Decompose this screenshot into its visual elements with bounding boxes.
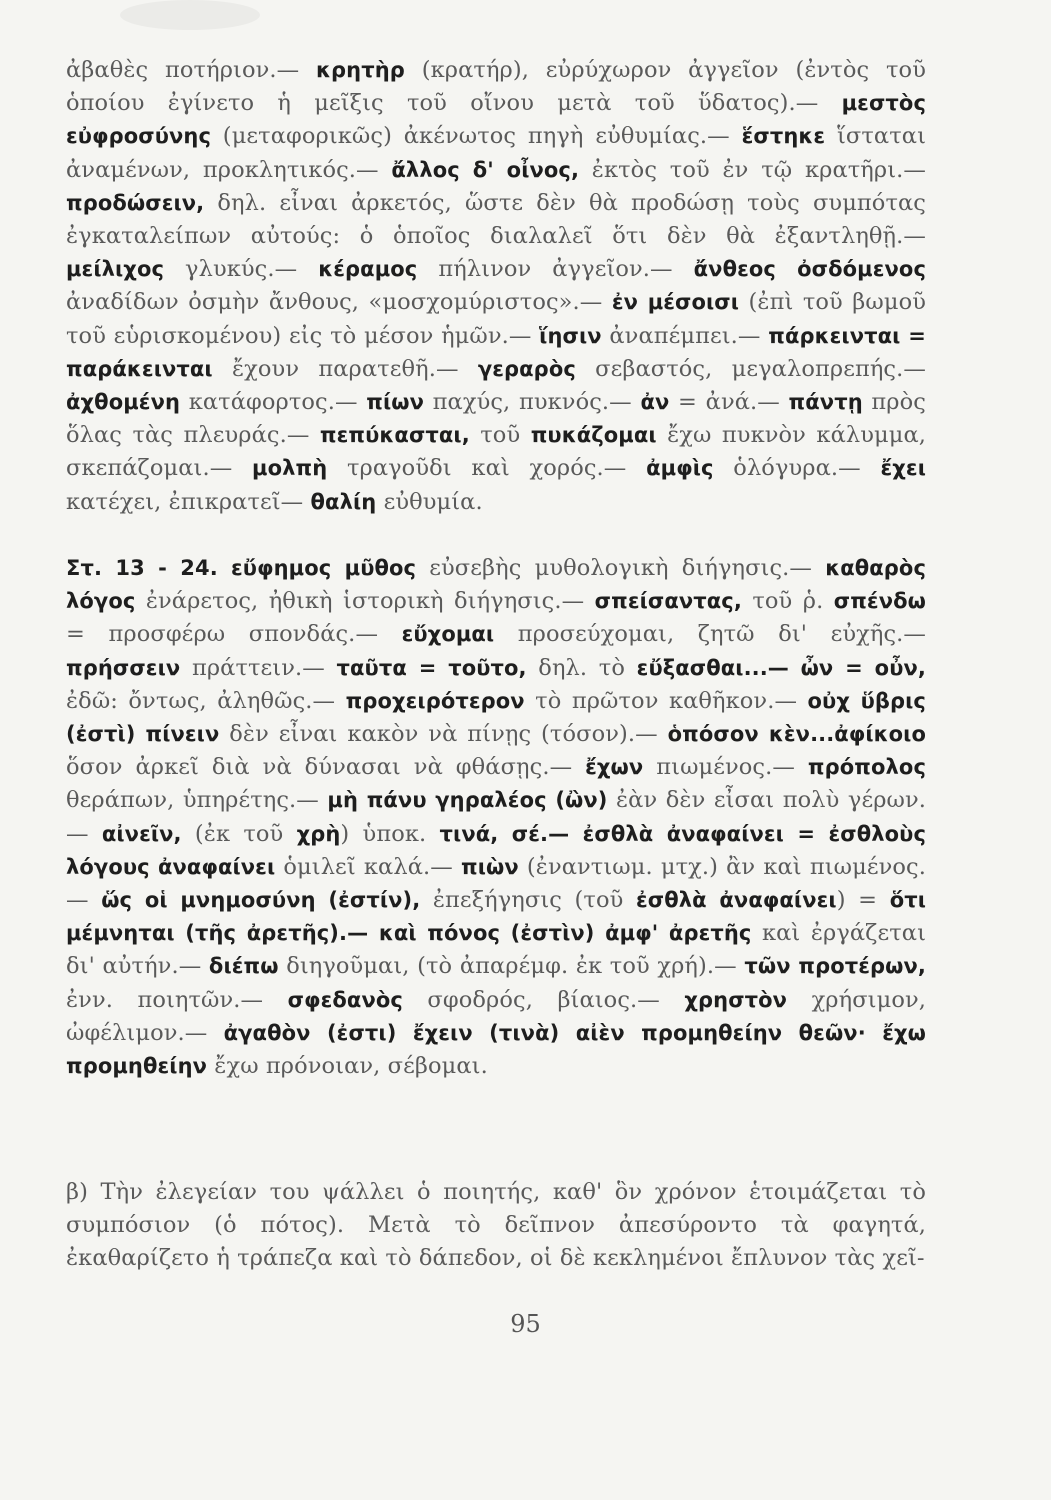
lemma-term: πυκάζομαι: [530, 423, 657, 448]
gloss-text: ἔχω πρόνοιαν, σέβομαι.: [207, 1053, 488, 1080]
gloss-text: ἔχουν παρατεθῆ.—: [212, 355, 478, 382]
gloss-text: (μεταφορικῶς) ἀκένωτος πηγὴ εὐθυμίας.—: [211, 123, 742, 150]
gloss-text: ἔχω πυκνὸν κάλυμμα, σκεπάζομαι.—: [66, 422, 927, 482]
lemma-term: ἵησιν: [539, 323, 602, 348]
paper-smudge: [120, 0, 260, 30]
lemma-term: κέραμος: [318, 257, 418, 282]
lemma-term: ἀν: [640, 390, 670, 415]
commentary-paragraph: [66, 1176, 926, 1276]
gloss-text: πράττειν.—: [180, 654, 337, 681]
lemma-term: ἀμφὶς: [646, 456, 714, 481]
lemma-term: γεραρὸς: [477, 356, 576, 381]
gloss-text: ὁμιλεῖ καλά.—: [275, 853, 461, 880]
gloss-text: πιωμένος.—: [643, 754, 808, 781]
lemma-term: θαλίη: [310, 489, 377, 514]
gloss-text: ἀναπέμπει.—: [601, 322, 769, 349]
lemma-term: χρὴ: [296, 821, 341, 846]
lemma-term: πεπύκασται,: [319, 423, 470, 448]
gloss-text: ἐὰν δὲν εἶσαι πολὺ γέρων.—: [66, 787, 927, 847]
lemma-term: Στ. 13 - 24.: [66, 556, 218, 580]
lemma-term: διέπω: [208, 954, 279, 979]
lemma-term: εὔξασθαι...—: [636, 655, 789, 680]
gloss-text: δηλ. τὸ: [526, 654, 637, 681]
gloss-text: ἵσταται ἀναμένων, προκλητικός.—: [66, 123, 926, 183]
lemma-term: κρητὴρ: [316, 58, 405, 82]
gloss-text: = ἀνά.—: [669, 389, 789, 416]
gloss-text: (ἐκ τοῦ: [181, 820, 297, 847]
gloss-text: εὐσεβὴς μυθολογικὴ διήγησις.—: [416, 555, 826, 581]
gloss-text: ὅσον ἀρκεῖ διὰ νὰ δύνασαι νὰ φθάσῃς.—: [66, 754, 586, 781]
lemma-term: ταῦτα = τοῦτο,: [336, 655, 527, 680]
gloss-text: ἀβαθὲς ποτήριον.—: [66, 57, 317, 83]
gloss-text: = προσφέρω σπονδάς.—: [66, 621, 402, 648]
gloss-text: παχύς, πυκνός.—: [424, 389, 641, 416]
gloss-text: ὁλόγυρα.—: [713, 455, 881, 482]
gloss-text: σφοδρός, βίαιος.—: [402, 986, 685, 1013]
lemma-term: πάρκεινται = παράκεινται: [66, 323, 926, 381]
gloss-text: τοῦ ῥ.: [741, 588, 834, 615]
lemma-term: ὥς οἱ μνημοσύνη (ἐστίν),: [101, 888, 421, 913]
lemma-term: σφεδανὸς: [287, 987, 403, 1012]
gloss-text: πρὸς ὅλας τὰς πλευράς.—: [66, 389, 926, 449]
lemma-term: καθαρὸς λόγος: [66, 556, 927, 614]
gloss-text: θεράπων, ὑπηρέτης.—: [66, 787, 328, 814]
gloss-text: προσεύχομαι, ζητῶ δι' εὐχῆς.—: [494, 621, 927, 648]
gloss-text: ἐνάρετος, ἠθικὴ ἱστορικὴ διήγησις.—: [135, 588, 595, 615]
lemma-term: σπένδω: [833, 589, 926, 614]
gloss-text: σεβαστός, μεγαλοπρεπής.—: [575, 355, 926, 382]
lemma-term: πιὼν: [461, 854, 519, 879]
gloss-text: τὸ πρῶτον καθῆκον.—: [524, 687, 808, 714]
gloss-text: τραγοῦδι καὶ χορός.—: [327, 455, 647, 482]
lemma-term: πρήσσειν: [66, 655, 181, 680]
lemma-term: ἄλλος δ' οἶνος,: [391, 157, 580, 182]
gloss-text: (ἐναντιωμ. μτχ.) ἂν καὶ πιωμένος.—: [66, 853, 926, 914]
lemma-term: ἔχων: [585, 755, 644, 780]
lemma-term: ἕστηκε: [741, 124, 826, 149]
lemma-term: μὴ πάνυ γηραλέος (ὢν): [327, 788, 608, 813]
lemma-term: πάντῃ: [788, 390, 863, 415]
lemma-term: χρηστὸν: [684, 987, 788, 1012]
lemma-term: πίων: [366, 390, 424, 415]
gloss-text: εὐθυμία.: [376, 488, 483, 515]
lemma-term: πρόπολος: [807, 755, 926, 780]
gloss-text: δηλ. εἶναι ἀρκετός, ὥστε δὲν θὰ προδώσῃ τοὺς συμπότας ἐγκαταλείπων αὐτούς: ὁ ὁποῖος διαλαλεῖ ὅτι δὲν θὰ ἐξαντληθῇ.—: [66, 189, 926, 250]
gloss-text: ἀναδίδων ὀσμὴν ἄνθους, «μοσχομύριστος».—: [66, 289, 612, 316]
lemma-term: αἰνεῖν,: [101, 821, 182, 846]
gloss-text: ) ὑποκ.: [340, 820, 440, 847]
gloss-text: καὶ ἐργάζεται δι' αὐτήν.—: [66, 920, 926, 980]
lemma-term: ἔχει: [880, 456, 926, 481]
gloss-text: [218, 555, 231, 581]
lemma-term: ἐν μέσοισι: [611, 290, 740, 315]
glossary-paragraph-2: [66, 552, 926, 1083]
lemma-term: ἀχθομένη: [66, 390, 181, 415]
lemma-term: ὅτι μέμνηται (τῆς ἀρετῆς).— καὶ πόνος (ἐστὶν) ἀμφ' ἀρετῆς: [66, 888, 926, 946]
gloss-text: κατέχει, ἐπικρατεῖ—: [66, 488, 311, 515]
lemma-term: οὐχ ὕβρις (ἐστὶ) πίνειν: [66, 688, 926, 747]
lemma-term: ἀγαθὸν (ἐστι) ἔχειν (τινὰ) αἰὲν προμηθείην θεῶν· ἔχω προμηθείην: [66, 1020, 926, 1079]
gloss-text: β) Τὴν ἐλεγείαν του ψάλλει ὁ ποιητής, καθ' ὃν χρόνον ἑτοιμάζεται τὸ συμπόσιον (ὁ πότος). Μετὰ τὸ δεῖπνον ἀπεσύροντο τὰ φαγητά, ἐκαθαρίζετο ἡ τράπεζα καὶ τὸ δάπεδον, οἱ δὲ κεκλημένοι ἔπλυνον τὰς χεῖ-: [66, 1179, 926, 1272]
lemma-term: μολπὴ: [252, 456, 328, 481]
lemma-term: ὦν = οὖν,: [800, 655, 926, 680]
lemma-term: ἄνθεος ὀσδόμενος: [693, 257, 927, 282]
gloss-text: ἐδῶ: ὄντως, ἀληθῶς.—: [66, 687, 346, 714]
lemma-term: μείλιχος: [66, 257, 165, 282]
gloss-text: πήλινον ἀγγεῖον.—: [417, 256, 694, 283]
gloss-text: χρήσιμον, ὠφέλιμον.—: [66, 986, 926, 1046]
lemma-term: ἐσθλὰ ἀναφαίνει: [635, 888, 837, 913]
gloss-text: (ἐπὶ τοῦ βωμοῦ τοῦ εὑρισκομένου) εἰς τὸ μέσον ἡμῶν.—: [66, 289, 926, 349]
lemma-term: τῶν προτέρων,: [744, 954, 927, 979]
gloss-text: διηγοῦμαι, (τὸ ἀπαρέμφ. ἐκ τοῦ χρή).—: [278, 953, 745, 980]
gloss-text: δὲν εἶναι κακὸν νὰ πίνῃς (τόσον).—: [219, 721, 668, 748]
gloss-text: τοῦ: [469, 422, 531, 449]
lemma-term: μεστὸς εὐφροσύνης: [66, 91, 926, 149]
lemma-term: προχειρότερον: [345, 688, 525, 713]
gloss-text: κατάφορτος.—: [180, 389, 367, 416]
gloss-text: (κρατήρ), εὐρύχωρον ἀγγεῖον (ἐντὸς τοῦ ὁποίου ἐγίνετο ἡ μεῖξις τοῦ οἴνου μετὰ τοῦ ὕδατος).—: [66, 57, 926, 117]
lemma-term: ὁπόσον κὲν...ἀφίκοιο: [667, 722, 926, 747]
lemma-term: εὔχομαι: [401, 622, 495, 647]
lemma-term: τινά, σέ.— ἐσθλὰ ἀναφαίνει = ἐσθλοὺς λόγους ἀναφαίνει: [66, 821, 926, 879]
page-number: 95: [510, 1310, 541, 1338]
gloss-text: [789, 655, 801, 681]
gloss-text: γλυκύς.—: [164, 256, 319, 283]
lemma-term: σπείσαντας,: [594, 589, 742, 614]
lemma-term: εὔφημος μῦθος: [231, 556, 417, 580]
gloss-text: ἐνν. ποιητῶν.—: [66, 986, 288, 1013]
glossary-paragraph-1: [66, 54, 926, 519]
gloss-text: ἐπεξήγησις (τοῦ: [420, 887, 636, 914]
lemma-term: προδώσειν,: [66, 190, 205, 215]
gloss-text: ἐκτὸς τοῦ ἐν τῷ κρατῆρι.—: [579, 156, 926, 183]
gloss-text: ) =: [836, 887, 890, 914]
